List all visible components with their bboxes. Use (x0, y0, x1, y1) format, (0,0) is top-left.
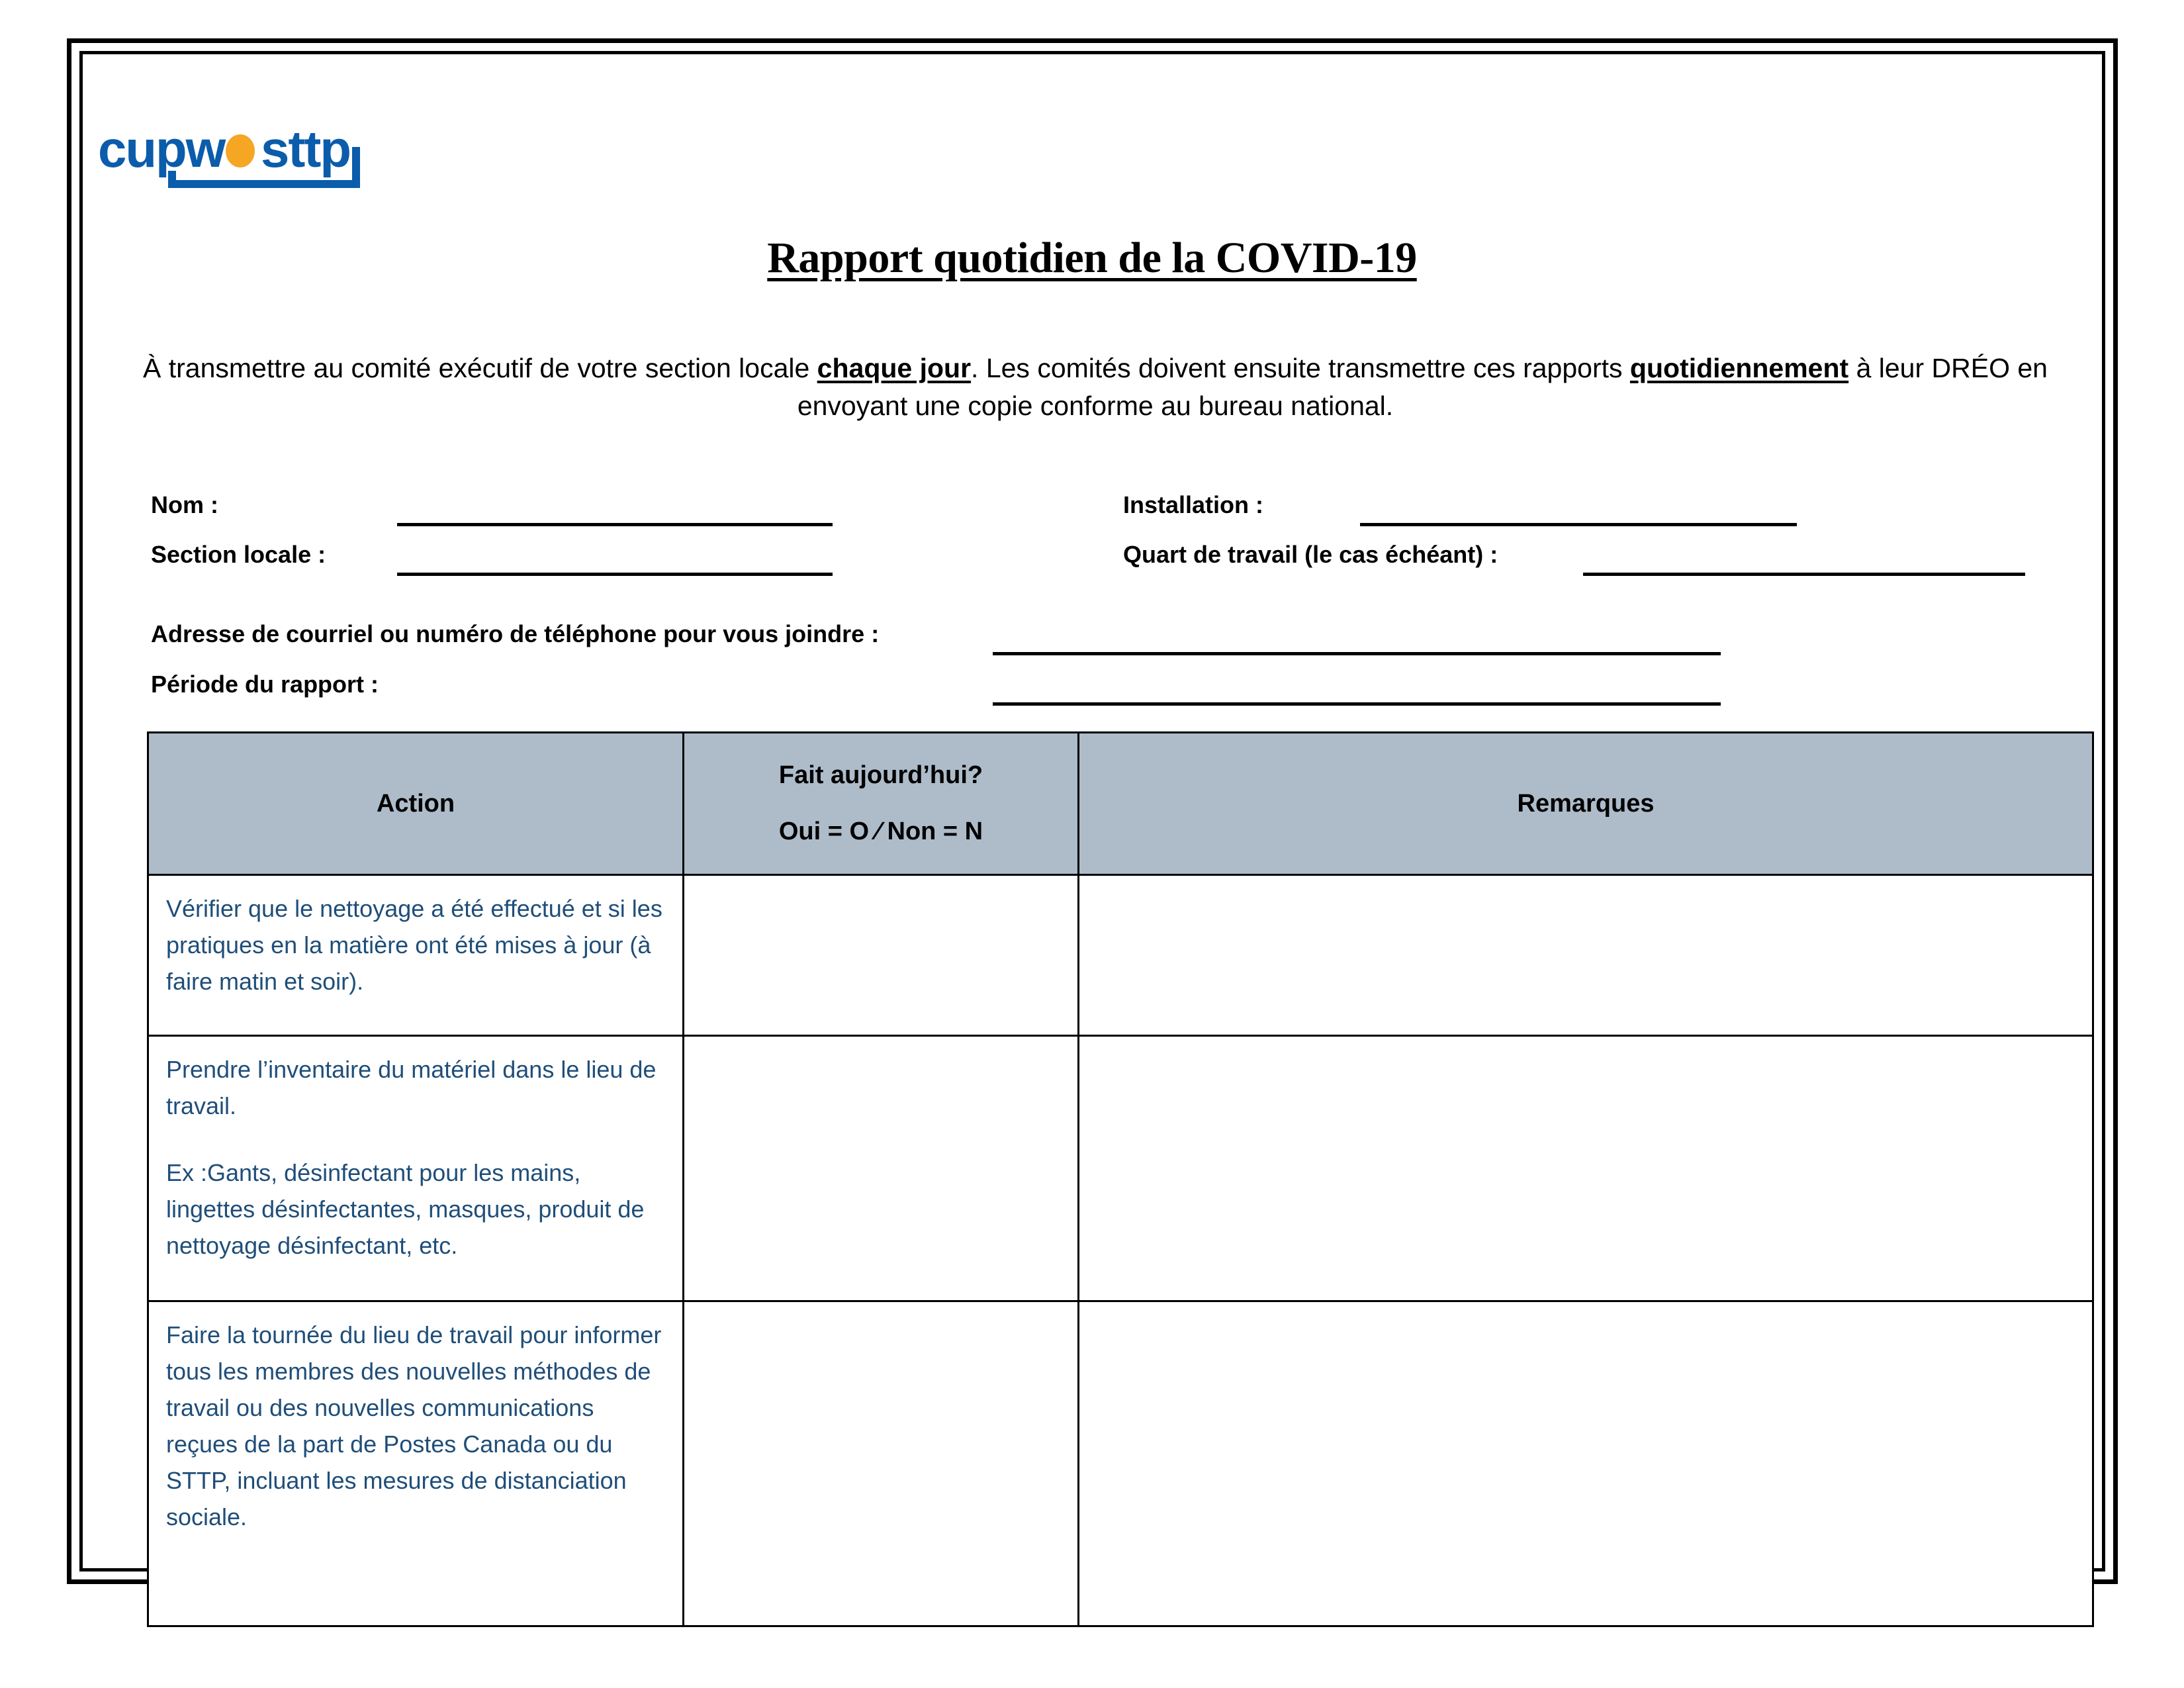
intro-emphasis-chaque-jour: chaque jour (817, 353, 972, 383)
cell-action-paragraph: Prendre l’inventaire du matériel dans le lieu de travail. (166, 1056, 657, 1119)
intro-part-2: . Les comités doivent ensuite transmettre ces rapports (971, 353, 1630, 383)
column-header-done-today (684, 733, 1079, 875)
label-quart-de-travail: Quart de travail (le cas échéant) : (1123, 541, 1498, 568)
cell-done-today[interactable] (684, 1036, 1079, 1301)
label-section-locale: Section locale : (151, 541, 326, 568)
intro-paragraph (116, 350, 2075, 425)
table-header-row (148, 733, 2093, 875)
cell-action (148, 875, 684, 1036)
field-periode-du-rapport-rule[interactable] (993, 702, 1721, 706)
column-header-done-today-label: Fait aujourd’hui? (778, 761, 983, 789)
table-row (148, 875, 2093, 1036)
cell-remarks[interactable] (1079, 875, 2093, 1036)
column-header-remarks (1079, 733, 2093, 875)
cell-remarks[interactable] (1079, 1036, 2093, 1301)
intro-emphasis-quotidiennement: quotidiennement (1629, 353, 1849, 383)
table-row (148, 1036, 2093, 1301)
cell-action-paragraph: Vérifier que le nettoyage a été effectué et si les pratiques en la matière ont été mises à jour (à faire matin et soir). (166, 895, 662, 995)
cell-action (148, 1036, 684, 1301)
field-nom-rule[interactable] (397, 523, 833, 526)
field-contact-rule[interactable] (993, 652, 1721, 655)
label-contact: Adresse de courriel ou numéro de téléphone pour vous joindre : (151, 620, 880, 647)
label-periode-du-rapport: Période du rapport : (151, 671, 379, 698)
column-header-done-today-sublabel: Oui = O ⁄ Non = N (778, 818, 983, 845)
intro-part-3: à leur DRÉO en envoyant une copie conforme au bureau national. (797, 353, 2048, 421)
column-header-action-label: Action (376, 789, 455, 818)
label-nom: Nom : (151, 491, 218, 518)
cell-remarks[interactable] (1079, 1301, 2093, 1626)
page-title (106, 233, 2078, 283)
field-installation-rule[interactable] (1360, 523, 1797, 526)
column-header-remarks-label: Remarques (1517, 789, 1655, 818)
daily-report-table (147, 731, 2094, 1627)
logo-dot (226, 134, 255, 167)
table-row (148, 1301, 2093, 1626)
field-quart-de-travail-rule[interactable] (1583, 573, 2025, 576)
cupw-sttp-logo (98, 123, 469, 196)
field-section-locale-rule[interactable] (397, 573, 833, 576)
column-header-action (148, 733, 684, 875)
cell-action (148, 1301, 684, 1626)
intro-part-1: À transmettre au comité exécutif de votre section locale (143, 353, 817, 383)
page-title-text: Rapport quotidien de la COVID-19 (767, 234, 1417, 282)
cell-done-today[interactable] (684, 1301, 1079, 1626)
cell-done-today[interactable] (684, 875, 1079, 1036)
label-installation: Installation : (1123, 491, 1264, 518)
cell-action-paragraph-example: Ex :Gants, désinfectant pour les mains, lingettes désinfectantes, masques, produit de nettoyage désinfectant, etc. (166, 1159, 645, 1259)
cell-action-paragraph: Faire la tournée du lieu de travail pour informer tous les membres des nouvelles méthodes de travail ou des nouvelles communications reçues de la part de Postes Canada ou du STTP, incluant les mesures de distanciation sociale. (166, 1321, 662, 1530)
svg-text:sttp: sttp (261, 123, 350, 178)
svg-text:cupw: cupw (98, 123, 225, 178)
